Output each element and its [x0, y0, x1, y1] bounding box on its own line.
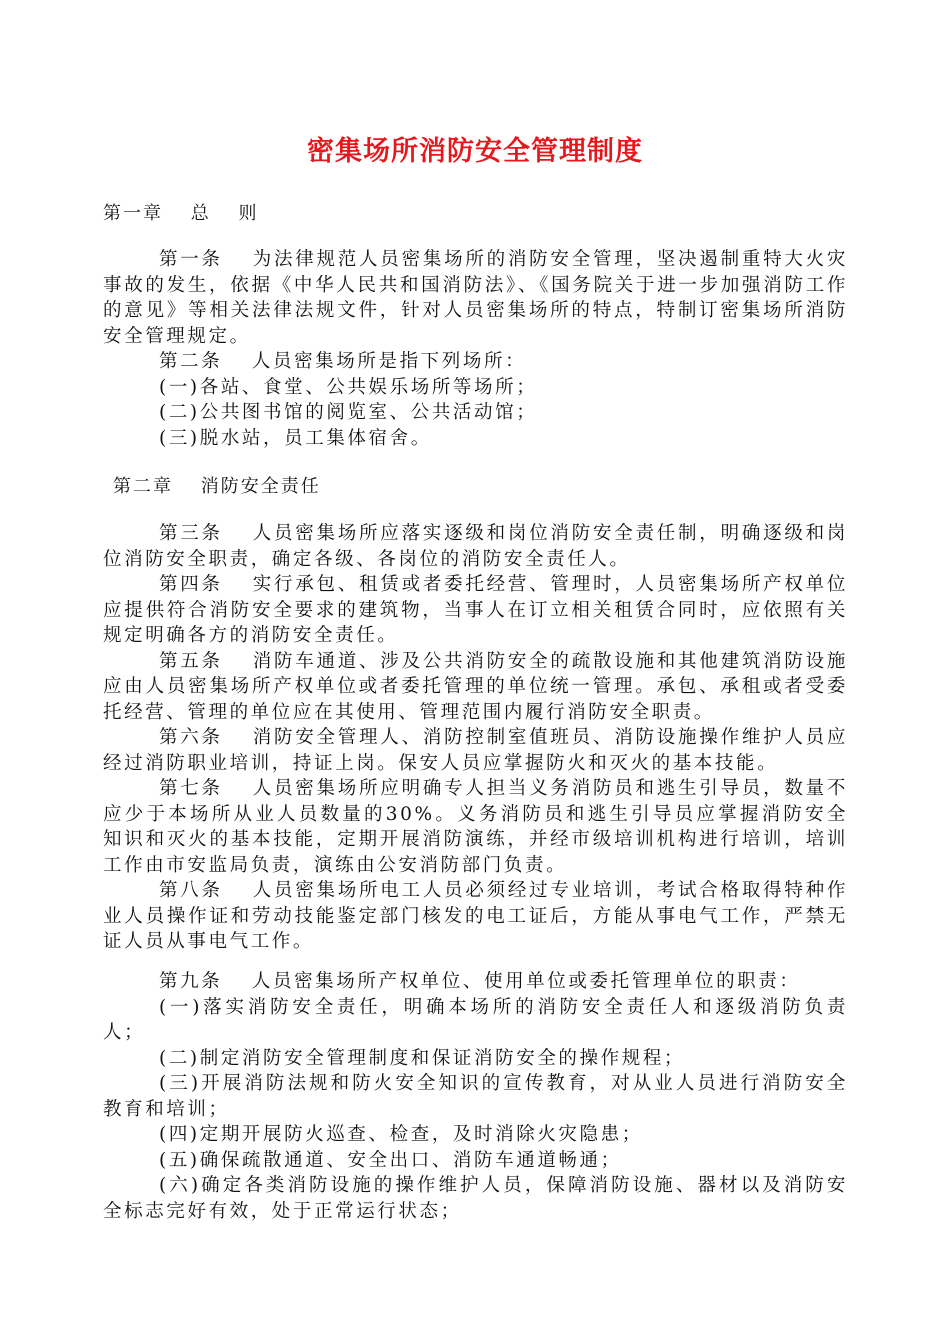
article-7: 第七条 人员密集场所应明确专人担当义务消防员和逃生引导员，数量不应少于本场所从业人员数量的30%。义务消防员和逃生引导员应掌握消防安全知识和灭火的基本技能，定期开展消防演练，并经市级培训机构进行培训，培训工作由市安监局负责，演练由公安消防部门负责。 [103, 778, 848, 876]
section-responsibility [103, 521, 848, 955]
list-item: (二)制定消防安全管理制度和保证消防安全的操作规程； [159, 1047, 686, 1069]
list-item: (三)开展消防法规和防火安全知识的宣传教育，对从业人员进行消防安全教育和培训； [103, 1073, 848, 1120]
chapter-one-heading: 第一章 总 则 [103, 203, 259, 224]
list-item: (四)定期开展防火巡查、检查，及时消除火灾隐患； [159, 1124, 643, 1145]
article-1: 第一条 为法律规范人员密集场所的消防安全管理，坚决遏制重特大火灾事故的发生，依据《中华人民共和国消防法》、《国务院关于进一步加强消防工作的意见》等相关法律法规文件，针对人员密集场所的特点，特制订密集场所消防安全管理规定。 [103, 249, 848, 347]
article-3: 第三条 人员密集场所应落实逐级和岗位消防安全责任制，明确逐级和岗位消防安全职责，确定各级、各岗位的消防安全责任人。 [103, 523, 848, 570]
article-5: 第五条 消防车通道、涉及公共消防安全的疏散设施和其他建筑消防设施应由人员密集场所产权单位或者委托管理的单位统一管理。承包、承租或者受委托经营、管理的单位应在其使用、管理范围内履行消防安全职责。 [103, 650, 848, 723]
section-duties [103, 969, 848, 1224]
section-general [103, 247, 848, 451]
list-item: (六)确定各类消防设施的操作维护人员，保障消防设施、器材以及消防安全标志完好有效，处于正常运行状态； [103, 1175, 848, 1222]
list-item: (一)各站、食堂、公共娱乐场所等场所； [159, 376, 538, 398]
list-item: (三)脱水站，员工集体宿舍。 [159, 427, 432, 449]
list-item: (一)落实消防安全责任，明确本场所的消防安全责任人和逐级消防负责人； [103, 996, 848, 1043]
article-4: 第四条 实行承包、租赁或者委托经营、管理时，人员密集场所产权单位应提供符合消防安全要求的建筑物，当事人在订立相关租赁合同时，应依照有关规定明确各方的消防安全责任。 [103, 574, 848, 646]
article-9: 第九条 人员密集场所产权单位、使用单位或委托管理单位的职责： [159, 971, 801, 992]
list-item: (二)公共图书馆的阅览室、公共活动馆； [159, 402, 538, 423]
list-item: (五)确保疏散通道、安全出口、消防车通道畅通； [159, 1149, 622, 1171]
document-title: 密集场所消防安全管理制度 [307, 136, 643, 167]
article-8: 第八条 人员密集场所电工人员必须经过专业培训，考试合格取得特种作业人员操作证和劳动技能鉴定部门核发的电工证后，方能从事电气工作，严禁无证人员从事电气工作。 [103, 880, 848, 952]
article-6: 第六条 消防安全管理人、消防控制室值班员、消防设施操作维护人员应经过消防职业培训，持证上岗。保安人员应掌握防火和灭火的基本技能。 [103, 727, 848, 774]
chapter-two-heading: 第二章 消防安全责任 [113, 476, 321, 497]
article-2: 第二条 人员密集场所是指下列场所： [159, 351, 527, 372]
